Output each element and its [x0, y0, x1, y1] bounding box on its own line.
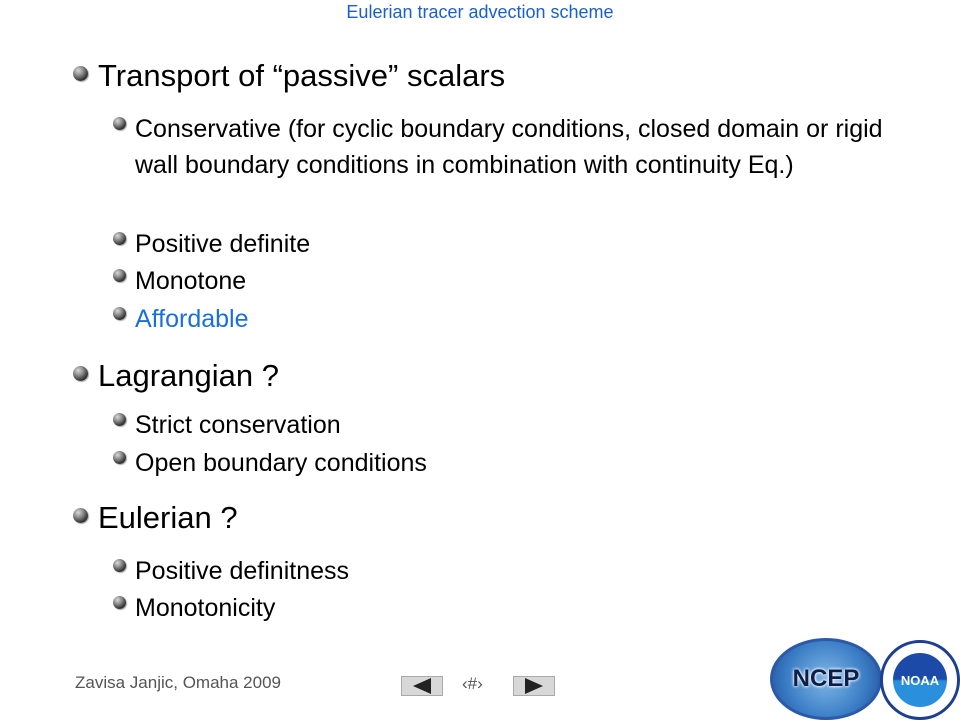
noaa-emblem: [893, 653, 947, 707]
bullet-section-eulerian: [73, 500, 238, 536]
sphere-bullet-icon: [113, 232, 126, 245]
section-heading: Transport of “passive” scalars: [98, 58, 506, 93]
previous-slide-button[interactable]: [401, 676, 443, 696]
sphere-bullet-icon: [73, 366, 88, 381]
bullet-item-affordable: [113, 301, 905, 337]
bullet-section-lagrangian: [73, 358, 279, 394]
bullet-item-open-boundary: [113, 445, 905, 481]
triangle-right-icon: [525, 678, 543, 694]
section-heading: Eulerian ?: [98, 500, 238, 535]
item-text: Positive definitness: [135, 557, 350, 585]
item-text-highlight: Affordable: [135, 305, 249, 333]
sphere-bullet-icon: [73, 508, 88, 523]
sphere-bullet-icon: [73, 66, 88, 81]
next-slide-button[interactable]: [513, 676, 555, 696]
bullet-item-conservative: [113, 111, 905, 183]
triangle-left-icon: [413, 678, 431, 694]
sphere-bullet-icon: [113, 596, 126, 609]
noaa-logo-text: NOAA: [900, 672, 940, 688]
ncep-logo-text: NCEP: [792, 665, 860, 692]
bullet-section-transport: [73, 58, 505, 94]
item-text: Monotonicity: [135, 594, 276, 622]
sphere-bullet-icon: [113, 269, 126, 282]
slide-number: ‹#›: [462, 674, 483, 693]
item-text: Strict conservation: [135, 411, 341, 439]
bullet-item-strict-conservation: [113, 407, 905, 443]
sphere-bullet-icon: [113, 451, 126, 464]
sphere-bullet-icon: [113, 413, 126, 426]
sphere-bullet-icon: [113, 307, 126, 320]
slide-header-title: Eulerian tracer advection scheme: [346, 2, 614, 22]
bullet-item-monotone: [113, 263, 905, 299]
sphere-bullet-icon: [113, 559, 126, 572]
footer-author: Zavisa Janjic, Omaha 2009: [75, 673, 281, 692]
item-text: Open boundary conditions: [135, 449, 427, 477]
noaa-logo: [880, 640, 960, 720]
bullet-item-positive-definitness: [113, 553, 905, 589]
sphere-bullet-icon: [113, 117, 126, 130]
bullet-item-monotonicity: [113, 590, 905, 626]
item-text: Conservative (for cyclic boundary conditions, closed domain or rigid wall boundary conditions in combination with continuity Eq.): [135, 115, 883, 179]
item-text: Positive definite: [135, 230, 311, 258]
ncep-logo: [770, 638, 882, 720]
section-heading: Lagrangian ?: [98, 358, 279, 393]
item-text: Monotone: [135, 267, 247, 295]
bullet-item-positive-definite: [113, 226, 905, 262]
